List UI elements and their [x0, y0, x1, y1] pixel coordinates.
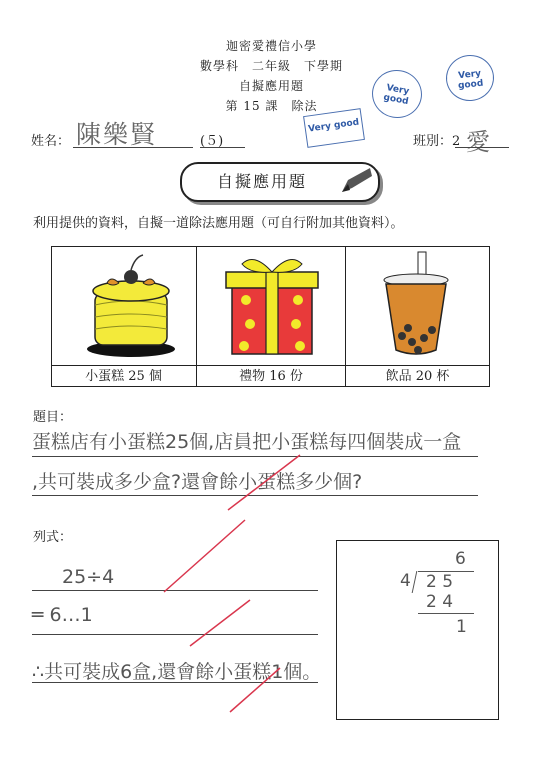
item-label-gift: 禮物 16 份	[239, 369, 303, 384]
name-underline	[73, 147, 193, 148]
question-line-2: ,共可裝成多少盒?還會餘小蛋糕多少個?	[32, 471, 363, 493]
worksheet-title: 自擬應用題	[238, 79, 304, 93]
table-divider	[51, 365, 489, 366]
lesson-line: 第 15 課 除法	[225, 99, 318, 113]
ld-divisor: 4	[400, 571, 411, 591]
title-banner	[180, 162, 380, 202]
answer-text: ∴共可裝成6盒,還會餘小蛋糕1個。	[32, 661, 322, 683]
class-value: 愛	[466, 128, 490, 156]
working-line	[32, 590, 318, 591]
item-label-drink: 飲品 20 杯	[385, 369, 450, 384]
question-label: 題目：	[33, 410, 73, 425]
question-line-1: 蛋糕店有小蛋糕25個,店員把小蛋糕每四個裝成一盒	[32, 431, 462, 453]
ld-subtract-line	[418, 613, 474, 614]
pencil-icon	[340, 166, 374, 196]
result-text: ═ 6…1	[32, 604, 93, 626]
banner-title: 自擬應用題	[216, 172, 307, 191]
ld-quotient: 6	[455, 549, 466, 569]
student-name: 陳樂賢	[76, 120, 158, 149]
expression-text: 25÷4	[62, 566, 115, 588]
ld-dividend: 2 5	[426, 572, 454, 592]
very-good-stamp: Very good	[444, 53, 497, 104]
school-name: 迦密愛禮信小學	[225, 39, 317, 53]
bubble-tea-image	[378, 250, 458, 360]
working-line	[32, 634, 318, 635]
class-label: 班別：2	[413, 134, 461, 149]
class-underline	[455, 147, 509, 148]
item-label-cake: 小蛋糕 25 個	[85, 369, 162, 384]
ld-product: 2 4	[426, 592, 454, 612]
gift-image	[220, 252, 324, 358]
subject-line: 數學科 二年級 下學期	[199, 59, 343, 73]
number-underline	[200, 147, 245, 148]
instruction-text: 利用提供的資料，自擬一道除法應用題（可自行附加其他資料）。	[33, 216, 404, 231]
class-number: (５)	[200, 134, 224, 149]
very-good-stamp: Very good	[368, 66, 426, 122]
very-good-stamp: Very good	[303, 108, 365, 148]
working-label: 列式：	[33, 530, 73, 545]
answer-line	[32, 456, 478, 457]
cake-image	[83, 253, 183, 359]
ld-remainder: 1	[456, 617, 467, 637]
answer-line	[32, 495, 478, 496]
working-line	[32, 682, 318, 683]
name-label: 姓名：	[31, 134, 71, 149]
long-division-box	[336, 540, 499, 720]
